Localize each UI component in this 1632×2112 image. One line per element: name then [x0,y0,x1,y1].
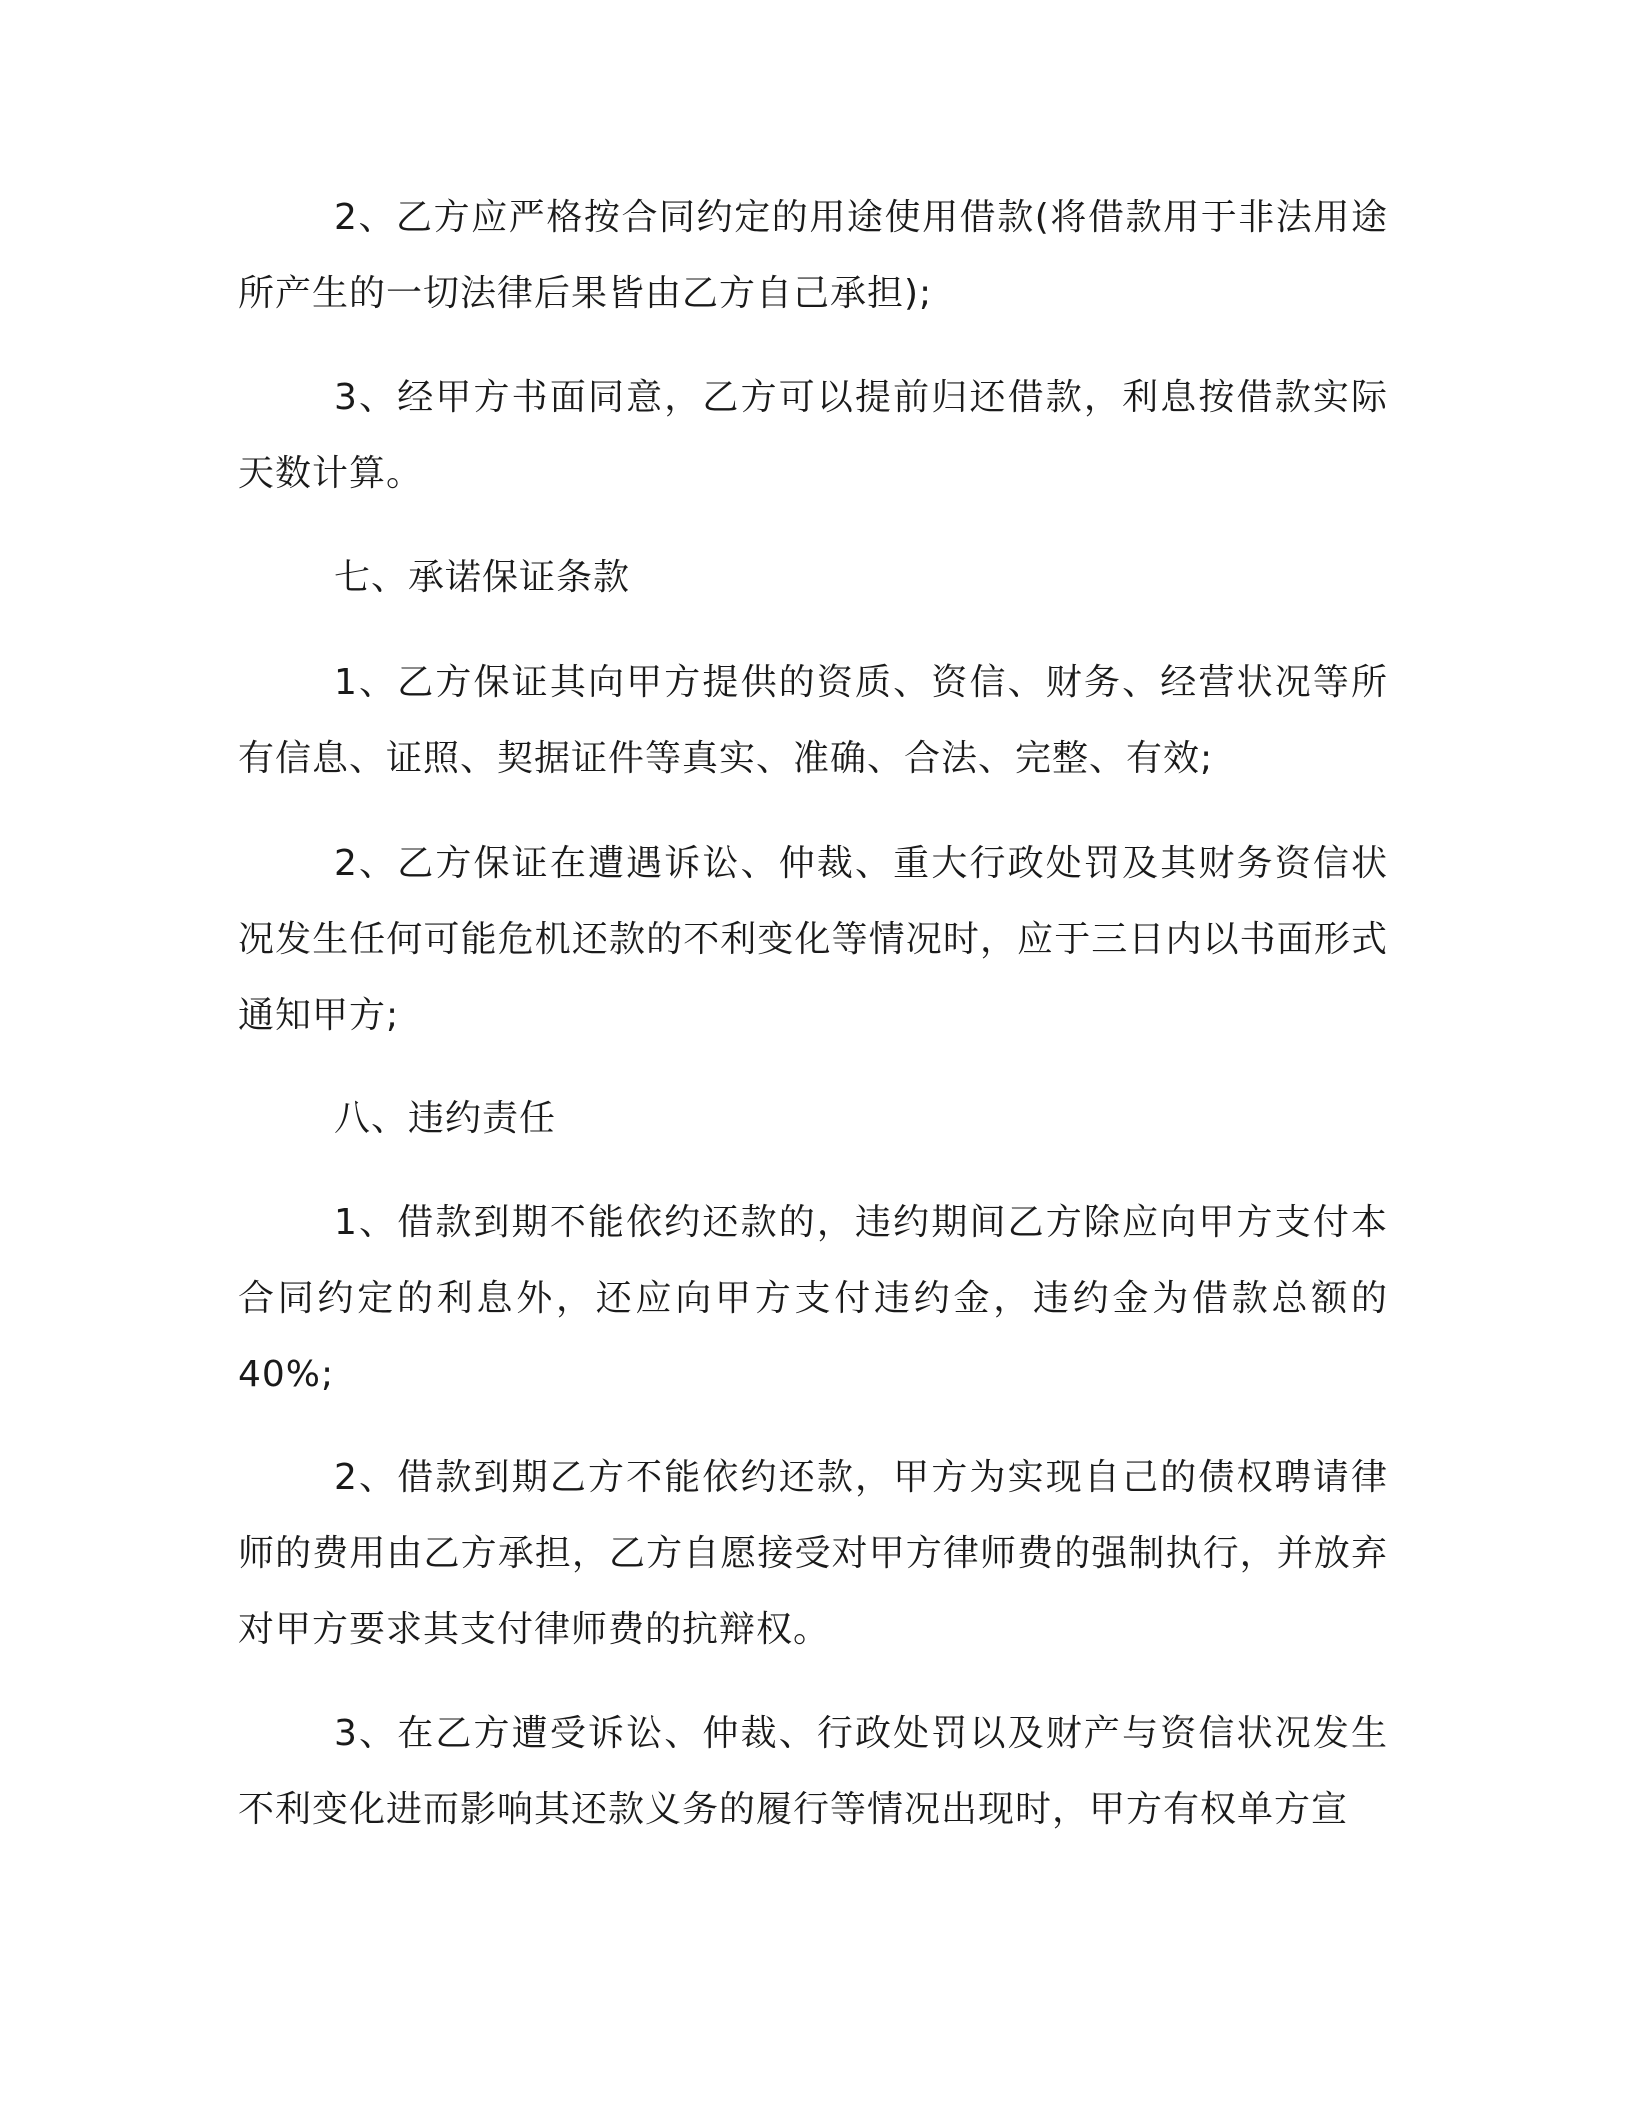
clause-7-1: 1、乙方保证其向甲方提供的资质、资信、财务、经营状况等所有信息、证照、契据证件等真实、准确、合法、完整、有效; [238,662,1388,779]
clause-7-2: 2、乙方保证在遭遇诉讼、仲裁、重大行政处罚及其财务资信状况发生任何可能危机还款的不利变化等情况时，应于三日内以书面形式通知甲方; [238,843,1388,1036]
clause-8-2: 2、借款到期乙方不能依约还款，甲方为实现自己的债权聘请律师的费用由乙方承担，乙方自愿接受对甲方律师费的强制执行，并放弃对甲方要求其支付律师费的抗辩权。 [238,1457,1388,1650]
clause-6-2: 2、乙方应严格按合同约定的用途使用借款(将借款用于非法用途所产生的一切法律后果皆由乙方自己承担); [238,197,1388,314]
section-8-heading: 八、违约责任 [334,1098,557,1139]
section-7-heading: 七、承诺保证条款 [334,557,631,598]
clause-8-1: 1、借款到期不能依约还款的，违约期间乙方除应向甲方支付本合同约定的利息外，还应向甲方支付违约金，违约金为借款总额的40%; [238,1202,1388,1395]
clause-8-3: 3、在乙方遭受诉讼、仲裁、行政处罚以及财产与资信状况发生不利变化进而影响其还款义务的履行等情况出现时，甲方有权单方宣 [238,1713,1388,1830]
clause-6-3: 3、经甲方书面同意，乙方可以提前归还借款，利息按借款实际天数计算。 [238,377,1388,494]
